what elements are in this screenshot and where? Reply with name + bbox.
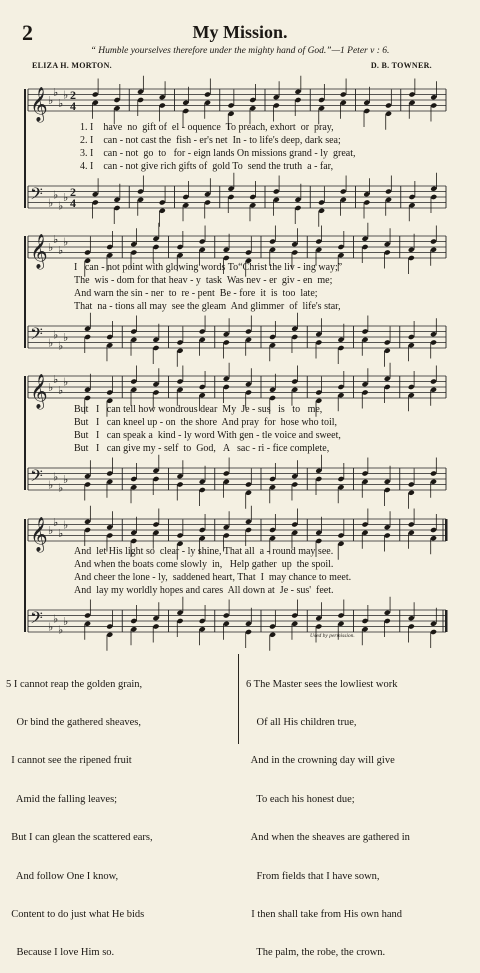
flat-icon: ♭ xyxy=(58,481,64,495)
verse-6-line: 6 The Master sees the lowliest work xyxy=(246,678,398,690)
flat-icon: ♭ xyxy=(63,191,69,204)
time-signature-top: 2 xyxy=(70,88,76,102)
verse-5-line: Or bind the gathered sheaves, xyxy=(6,716,141,728)
flat-icon: ♭ xyxy=(58,623,64,637)
flat-icon: ♭ xyxy=(63,235,69,249)
lyric-line-4-verse-2: And when the boats come slowly in, Help gather up the spoil. xyxy=(74,559,334,570)
final-bar-line xyxy=(445,610,448,632)
lyric-line-4-verse-4: And lay my worldly hopes and cares All down at Je - sus' feet. xyxy=(74,585,334,596)
lyric-line-2-verse-2: The wis - dom for that heav - y task Was nev - er giv - en me; xyxy=(74,275,333,286)
lyric-line-3-verse-3: But I can speak a kind - ly word With gen - tle voice and sweet, xyxy=(74,430,341,441)
treble-staff-system-1 xyxy=(0,75,480,125)
flat-icon: ♭ xyxy=(53,328,59,342)
system-brace xyxy=(24,236,26,348)
permission-note: Used by permission. xyxy=(310,633,355,639)
verse-5 xyxy=(6,653,153,973)
flat-icon: ♭ xyxy=(48,196,54,210)
flat-icon: ♭ xyxy=(58,526,64,540)
verse-6-line: I then shall take from His own hand xyxy=(246,908,403,920)
verse-6-line: And in the crowning day will give xyxy=(246,755,395,767)
verse-5-line: Amid the falling leaves; xyxy=(6,793,118,805)
page-number: 2 xyxy=(22,20,33,45)
scripture-epigraph: “ Humble yourselves therefore under the mighty hand of God.”—1 Peter v : 6. xyxy=(90,46,390,56)
flat-icon: ♭ xyxy=(53,188,59,202)
time-signature-bottom: 4 xyxy=(70,196,76,210)
lyric-line-3-verse-4: But I can give my - self to God, A sac - ri - fice complete, xyxy=(74,443,330,454)
lyricist-credit: ELIZA H. MORTON. xyxy=(32,61,112,70)
flat-icon: ♭ xyxy=(53,470,59,484)
system-brace xyxy=(24,89,26,208)
bass-clef-icon: 𝄢 xyxy=(30,465,43,490)
verse-divider xyxy=(238,654,239,744)
flat-icon: ♭ xyxy=(63,518,69,532)
flat-icon: ♭ xyxy=(53,612,59,626)
lyric-line-1-verse-4: 4. I can - not give rich gifts of gold To send the truth a - far, xyxy=(80,161,334,172)
bass-staff-system-4 xyxy=(0,596,480,646)
flat-icon: ♭ xyxy=(63,88,69,102)
bass-staff-system-1 xyxy=(0,172,480,222)
flat-icon: ♭ xyxy=(48,524,54,537)
flat-icon: ♭ xyxy=(48,241,54,254)
flat-icon: ♭ xyxy=(58,383,64,397)
flat-icon: ♭ xyxy=(53,515,59,529)
verse-5-line: I cannot see the ripened fruit xyxy=(6,755,132,767)
verse-5-line: Content to do just what He bids xyxy=(6,908,145,920)
verse-5-line: And follow One I know, xyxy=(6,870,119,882)
verse-6-line: From fields that I have sown, xyxy=(246,870,380,882)
system-brace xyxy=(24,376,26,490)
verse-6 xyxy=(246,653,410,973)
time-signature-bottom: 4 xyxy=(70,99,76,113)
flat-icon: ♭ xyxy=(48,478,54,492)
lyric-line-3-verse-1: But I can tell how wondrous dear My Je - sus is to me, xyxy=(74,404,323,415)
lyric-line-1-verse-2: 2. I can - not cast the fish - er's net In - to life's deep, dark sea; xyxy=(80,135,341,146)
flat-icon: ♭ xyxy=(48,381,54,394)
treble-clef-icon: 𝄞 xyxy=(30,234,48,269)
flat-icon: ♭ xyxy=(58,199,64,213)
system-brace xyxy=(24,519,26,632)
flat-icon: ♭ xyxy=(53,232,59,246)
flat-icon: ♭ xyxy=(58,339,64,353)
treble-clef-icon: 𝄞 xyxy=(30,517,48,552)
lyric-line-2-verse-3: And warn the sin - ner to re - pent Be - fore it is too late; xyxy=(74,288,318,299)
flat-icon: ♭ xyxy=(58,96,64,110)
lyric-line-3-verse-2: But I can kneel up - on the shore And pray for hose who toil, xyxy=(74,417,338,428)
lyric-line-1-verse-3: 3. I can - not go to for - eign lands On missions grand - ly great, xyxy=(80,148,356,159)
treble-clef-icon: 𝄞 xyxy=(30,87,48,122)
time-signature-top: 2 xyxy=(70,185,76,199)
bass-staff-system-2 xyxy=(0,312,480,362)
bass-clef-icon: 𝄢 xyxy=(30,607,43,632)
flat-icon: ♭ xyxy=(53,85,59,99)
composer-credit: D. B. TOWNER. xyxy=(370,61,432,70)
flat-icon: ♭ xyxy=(63,331,69,344)
verse-5-line: But I can glean the scattered ears, xyxy=(6,832,153,844)
verse-6-line: Of all His children true, xyxy=(246,716,357,728)
verse-6-line: The palm, the robe, the crown. xyxy=(246,947,386,959)
lyric-line-4-verse-3: And cheer the lone - ly, saddened heart, That I may chance to meet. xyxy=(74,572,352,583)
flat-icon: ♭ xyxy=(63,473,69,486)
flat-icon: ♭ xyxy=(48,336,54,350)
hymn-title: My Mission. xyxy=(192,22,288,42)
lyric-line-4-verse-1: And let His light so clear - ly shine, That all a - round may see. xyxy=(74,546,334,557)
bass-clef-icon: 𝄢 xyxy=(30,183,43,208)
flat-icon: ♭ xyxy=(63,375,69,389)
verse-5-line: Because I love Him so. xyxy=(6,947,115,959)
verse-6-line: To each his honest due; xyxy=(246,793,355,805)
flat-icon: ♭ xyxy=(53,372,59,386)
final-bar-line xyxy=(445,519,448,541)
flat-icon: ♭ xyxy=(63,615,69,628)
lyric-line-2-verse-1: I can - not point with glowing words To“Christ the liv - ing way;” xyxy=(74,262,343,273)
treble-clef-icon: 𝄞 xyxy=(30,374,48,409)
lyric-line-1-verse-1: 1. I have no gift of el - oquence To preach, exhort or pray, xyxy=(80,122,334,133)
lyric-line-2-verse-4: That na - tions all may see the gleam And glimmer of life's star, xyxy=(74,301,341,312)
verse-5-line: 5 I cannot reap the golden grain, xyxy=(6,678,143,690)
bass-staff-system-3 xyxy=(0,454,480,504)
bass-clef-icon: 𝄢 xyxy=(30,323,43,348)
flat-icon: ♭ xyxy=(48,620,54,634)
flat-icon: ♭ xyxy=(48,94,54,107)
verse-6-line: And when the sheaves are gathered in xyxy=(246,832,410,844)
flat-icon: ♭ xyxy=(58,243,64,257)
